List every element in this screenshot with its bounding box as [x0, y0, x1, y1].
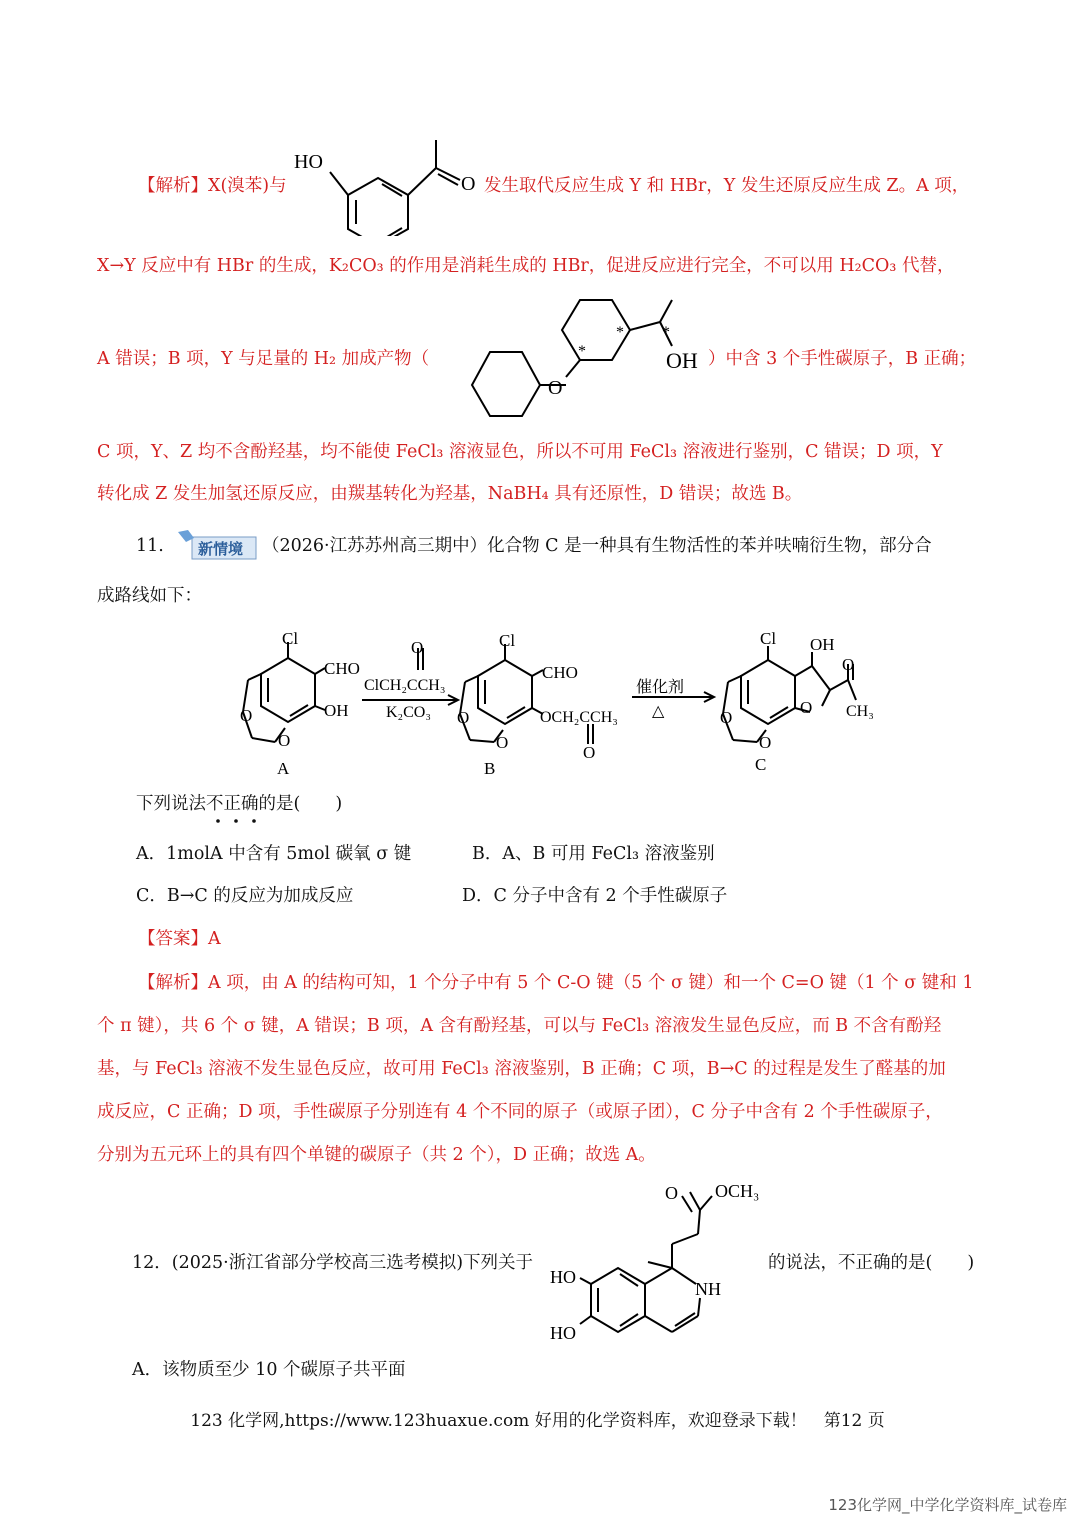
svg-text:O: O [496, 733, 509, 752]
svg-text:OH: OH [810, 635, 835, 654]
page-footer: 123 化学网,https://www.123huaxue.com 好用的化学资料库，欢迎登录下载！ 第12 页 [190, 1411, 885, 1431]
answer: 【答案】A [138, 929, 221, 949]
analysis-line: 成反应，C 正确；D 项，手性碳原子分别连有 4 个不同的原子（或原子团），C 分子中含有 2 个手性碳原子， [97, 1102, 943, 1122]
svg-text:OH: OH [666, 348, 698, 373]
svg-text:O: O [583, 743, 596, 762]
question-stem: 成路线如下： [97, 586, 202, 606]
svg-text:Cl: Cl [499, 631, 516, 650]
svg-text:OH: OH [324, 701, 349, 720]
svg-text:Cl: Cl [760, 629, 777, 648]
svg-text:K₂CO₃: K₂CO₃ [386, 704, 431, 721]
question-stem: （2026·江苏苏州高三期中）化合物 C 是一种具有生物活性的苯并呋喃衍生物，部分合 [262, 536, 932, 556]
svg-text:HO: HO [294, 151, 323, 173]
svg-text:ClCH₂CCH₃: ClCH₂CCH₃ [364, 677, 446, 694]
svg-text:CHO: CHO [542, 663, 578, 682]
analysis-line: 基，与 FeCl₃ 溶液不发生显色反应，故可用 FeCl₃ 溶液鉴别，B 正确；C 项，B→C 的过程是发生了醛基的加 [97, 1059, 946, 1079]
analysis-line: 个 π 键），共 6 个 σ 键，A 错误；B 项，A 含有酚羟基，可以与 FeCl₃ 溶液发生显色反应，而 B 不含有酚羟 [97, 1016, 942, 1036]
option-b: B．A、B 可用 FeCl₃ 溶液鉴别 [472, 844, 715, 864]
svg-text:OCH₂CCH₃: OCH₂CCH₃ [540, 709, 618, 726]
svg-text:C: C [755, 755, 767, 774]
svg-text:O: O [842, 655, 855, 674]
svg-text:O: O [278, 731, 291, 750]
question-number: 11. [136, 536, 164, 556]
option-d: D．C 分子中含有 2 个手性碳原子 [462, 886, 728, 906]
svg-text:O: O [800, 698, 813, 717]
analysis-text: 发生取代反应生成 Y 和 HBr，Y 发生还原反应生成 Z。A 项， [484, 176, 970, 196]
isoquinoline-ester-structure [545, 1175, 775, 1350]
svg-text:CHO: CHO [324, 659, 360, 678]
svg-text:*: * [616, 324, 624, 341]
svg-text:O: O [240, 706, 253, 725]
svg-text:O: O [457, 708, 470, 727]
svg-text:HO: HO [550, 1267, 576, 1287]
svg-text:OCH₃: OCH₃ [715, 1181, 760, 1201]
svg-text:O: O [665, 1183, 678, 1203]
svg-text:*: * [578, 343, 586, 360]
analysis-text: A 错误；B 项，Y 与足量的 H₂ 加成产物（ [97, 349, 430, 369]
option-c: C．B→C 的反应为加成反应 [136, 886, 354, 906]
svg-text:Cl: Cl [282, 629, 299, 648]
svg-text:O: O [461, 173, 476, 195]
option-a: A．1molA 中含有 5mol 碳氧 σ 键 [136, 844, 412, 864]
watermark: 123化学网_中学化学资料库_试卷库 [828, 1496, 1067, 1514]
emphasis-dots [214, 818, 274, 824]
hydroxyacetophenone-structure [288, 136, 488, 236]
svg-text:O: O [759, 733, 772, 752]
svg-text:CH₃: CH₃ [846, 703, 874, 720]
svg-text:O: O [548, 377, 563, 399]
analysis-text: ）中含 3 个手性碳原子，B 正确； [708, 349, 977, 369]
svg-text:NH: NH [695, 1279, 721, 1299]
option-a: A．该物质至少 10 个碳原子共平面 [132, 1360, 406, 1380]
svg-text:新情境: 新情境 [198, 542, 244, 558]
question-stem: 12．(2025·浙江省部分学校高三选考模拟)下列关于 [132, 1253, 534, 1273]
question-prompt: 下列说法不正确的是( ) [136, 794, 343, 814]
svg-text:A: A [277, 759, 290, 778]
analysis-text: 【解析】X(溴苯)与 [138, 176, 287, 196]
svg-text:O: O [720, 708, 733, 727]
svg-text:HO: HO [550, 1323, 576, 1343]
new-context-badge [176, 528, 260, 562]
analysis-line: 【解析】A 项，由 A 的结构可知，1 个分子中有 5 个 C-O 键（5 个 σ 键）和一个 C=O 键（1 个 σ 键和 1 [138, 973, 974, 993]
reaction-scheme [220, 620, 900, 780]
svg-text:*: * [662, 324, 670, 341]
svg-text:催化剂: 催化剂 [636, 679, 685, 696]
analysis-text: X→Y 反应中有 HBr 的生成，K₂CO₃ 的作用是消耗生成的 HBr，促进反应进行完全，不可以用 H₂CO₃ 代替， [97, 256, 955, 276]
question-stem: 的说法，不正确的是( ) [768, 1253, 975, 1273]
svg-text:△: △ [652, 703, 665, 720]
hydrogenated-product-structure [450, 290, 720, 430]
analysis-text: C 项，Y、Z 均不含酚羟基，均不能使 FeCl₃ 溶液显色，所以不可用 FeCl₃ 溶液进行鉴别，C 错误；D 项，Y [97, 442, 943, 462]
analysis-text: 转化成 Z 发生加氢还原反应，由羰基转化为羟基，NaBH₄ 具有还原性，D 错误；故选 B。 [97, 484, 803, 504]
analysis-line: 分别为五元环上的具有四个单键的碳原子（共 2 个），D 正确；故选 A。 [97, 1145, 656, 1165]
svg-text:O: O [411, 638, 424, 657]
svg-text:B: B [484, 759, 496, 778]
